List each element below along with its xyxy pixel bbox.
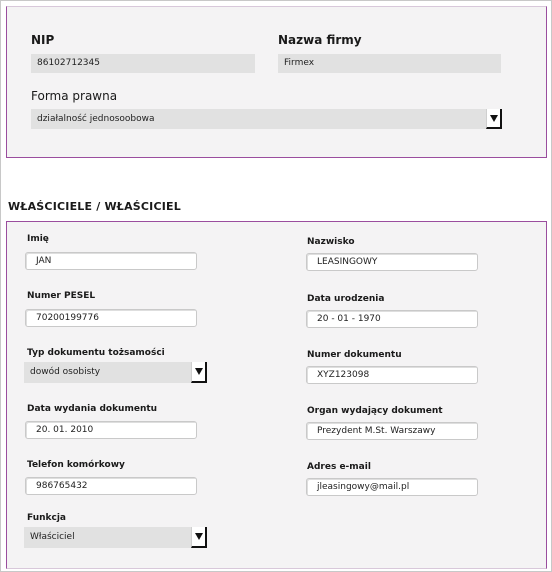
owners-section-title: WŁAŚCICIELE / WŁAŚCICIEL <box>8 200 181 213</box>
doc-number-label: Numer dokumentu <box>307 350 402 360</box>
function-select[interactable] <box>24 527 207 548</box>
function-value: Właściciel <box>30 532 75 542</box>
chevron-down-icon[interactable] <box>191 527 207 548</box>
email-label: Adres e-mail <box>307 462 371 472</box>
first-name-label: Imię <box>27 234 49 244</box>
email-input[interactable]: jleasingowy@mail.pl <box>306 478 478 496</box>
pesel-input[interactable]: 70200199776 <box>25 309 197 327</box>
chevron-down-icon[interactable] <box>486 109 502 129</box>
doc-type-select[interactable] <box>24 362 207 383</box>
company-name-label: Nazwa firmy <box>278 33 362 47</box>
nip-field: 86102712345 <box>31 54 255 73</box>
birth-date-label: Data urodzenia <box>307 294 385 304</box>
doc-issuer-input[interactable]: Prezydent M.St. Warszawy <box>306 422 478 440</box>
nip-label: NIP <box>31 33 55 47</box>
birth-date-input[interactable]: 20 - 01 - 1970 <box>306 310 478 328</box>
legal-form-value: działalność jednosoobowa <box>37 114 155 124</box>
company-panel <box>6 6 547 158</box>
doc-issuer-label: Organ wydający dokument <box>307 406 443 416</box>
company-name-field: Firmex <box>278 54 501 73</box>
first-name-input[interactable]: JAN <box>25 252 197 270</box>
doc-number-input[interactable]: XYZ123098 <box>306 366 478 384</box>
function-label: Funkcja <box>27 513 66 523</box>
doc-issue-date-label: Data wydania dokumentu <box>27 404 158 414</box>
chevron-down-icon[interactable] <box>191 362 207 383</box>
phone-label: Telefon komórkowy <box>27 460 125 470</box>
legal-form-select[interactable] <box>31 109 502 129</box>
doc-type-value: dowód osobisty <box>30 367 101 377</box>
phone-input[interactable]: 986765432 <box>25 477 197 495</box>
legal-form-label: Forma prawna <box>31 89 118 103</box>
doc-type-label: Typ dokumentu tożsamości <box>27 348 165 358</box>
last-name-input[interactable]: LEASINGOWY <box>306 253 478 271</box>
last-name-label: Nazwisko <box>307 237 355 247</box>
pesel-label: Numer PESEL <box>27 291 96 301</box>
doc-issue-date-input[interactable]: 20. 01. 2010 <box>25 421 197 439</box>
owners-panel <box>6 221 547 569</box>
